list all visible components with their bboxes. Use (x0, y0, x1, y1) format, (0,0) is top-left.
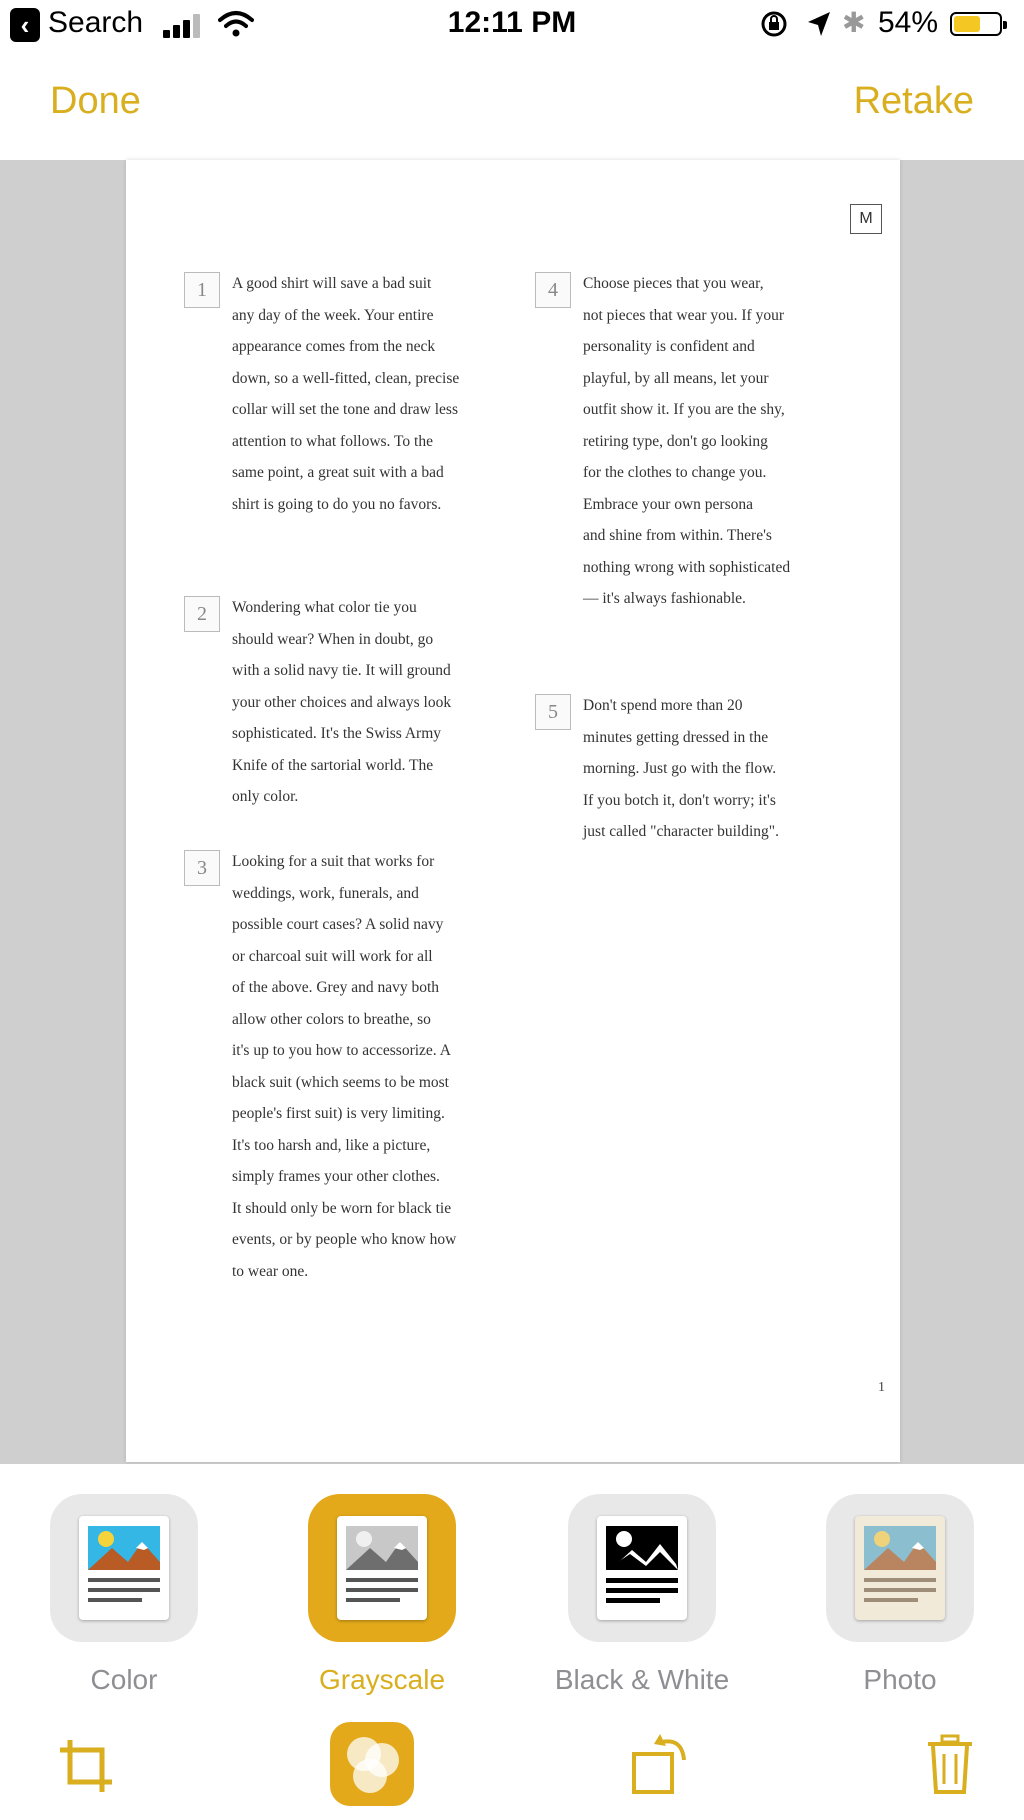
corner-logo-mark: M (850, 204, 882, 234)
filter-color-option[interactable] (50, 1494, 198, 1696)
battery-percent: 54% (878, 6, 939, 39)
tip-number: 4 (535, 272, 571, 308)
rotation-lock-icon (760, 10, 788, 38)
color-filter-icon (88, 1526, 160, 1612)
tip-4 (548, 268, 791, 615)
filter-black-white-option[interactable] (554, 1494, 730, 1696)
filter-tile[interactable] (826, 1494, 974, 1642)
tip-text: Choose pieces that you wear, not pieces that wear you. If your personality is confident and playful, by all means, let your outfit show it. If you are the shy, retiring type, don't go looking for the clothes to change you. Embrace your own persona and shine from within. There's nothing wrong with sophisticated — it's always fashionable. (583, 275, 791, 607)
trash-icon[interactable] (926, 1734, 974, 1796)
filter-tile[interactable] (50, 1494, 198, 1642)
filter-label: Color (90, 1664, 158, 1695)
scanned-page[interactable] (126, 160, 900, 1462)
filter-label: Photo (863, 1664, 937, 1695)
photo-filter-icon (864, 1526, 936, 1612)
page-number: 1 (878, 1380, 885, 1395)
battery-icon (950, 12, 1002, 36)
filter-tile[interactable] (568, 1494, 716, 1642)
tip-number: 5 (535, 694, 571, 730)
filters-icon (330, 1722, 414, 1806)
tip-number: 1 (184, 272, 220, 308)
bluetooth-icon: ✱ (842, 7, 866, 38)
tip-text: A good shirt will save a bad suit any day of the week. Your entire appearance comes from the neck down, so a well-fitted, clean, precise collar will set the tone and draw less attention to what follows. To the same point, a great suit with a bad shirt is going to do you no favors. (232, 275, 460, 513)
back-arrow-icon[interactable]: ‹ (10, 8, 40, 42)
filter-label: Grayscale (318, 1664, 446, 1695)
tip-text: Don't spend more than 20 minutes getting dressed in the morning. Just go with the flow. If you botch it, don't worry; it's just called "character building". (583, 697, 779, 840)
done-button[interactable]: Done (50, 80, 141, 122)
retake-button[interactable]: Retake (853, 80, 974, 122)
tip-text: Wondering what color tie you should wear? When in doubt, go with a solid navy tie. It will ground your other choices and always look sophisticated. It's the Swiss Army Knife of the sartorial world. The only color. (232, 599, 452, 805)
bottom-toolbar (0, 1704, 1024, 1820)
grayscale-filter-icon (346, 1526, 418, 1612)
battery-level-fill (954, 16, 980, 32)
filter-photo-option[interactable] (826, 1494, 974, 1696)
filter-grayscale-option[interactable] (308, 1494, 456, 1696)
crop-icon[interactable] (58, 1738, 114, 1794)
tip-1 (197, 268, 460, 520)
rotate-icon[interactable] (630, 1730, 698, 1798)
back-to-app-label[interactable]: Search (48, 6, 144, 39)
status-time: 12:11 PM (447, 6, 577, 39)
filter-label: Black & White (554, 1664, 730, 1695)
tip-2 (197, 592, 452, 813)
location-arrow-icon (806, 10, 832, 38)
filter-selector (0, 1464, 1024, 1704)
status-bar (0, 0, 1024, 52)
tip-number: 2 (184, 596, 220, 632)
black-white-filter-icon (606, 1526, 678, 1612)
tip-5 (548, 690, 779, 848)
tip-3 (197, 846, 457, 1287)
filters-button[interactable] (330, 1722, 414, 1806)
scan-preview (0, 160, 1024, 1464)
tip-text: Looking for a suit that works for weddings, work, funerals, and possible court cases? A solid navy or charcoal suit will work for all of the above. Grey and navy both allow other colors to breathe, so it's up to you how to accessorize. A black suit (which seems to be most people's first suit) is very limiting. It's too harsh and, like a picture, simply frames your other clothes. It should only be worn for black tie events, or by people who know how to wear one. (232, 853, 457, 1280)
tip-number: 3 (184, 850, 220, 886)
filter-tile-selected[interactable] (308, 1494, 456, 1642)
